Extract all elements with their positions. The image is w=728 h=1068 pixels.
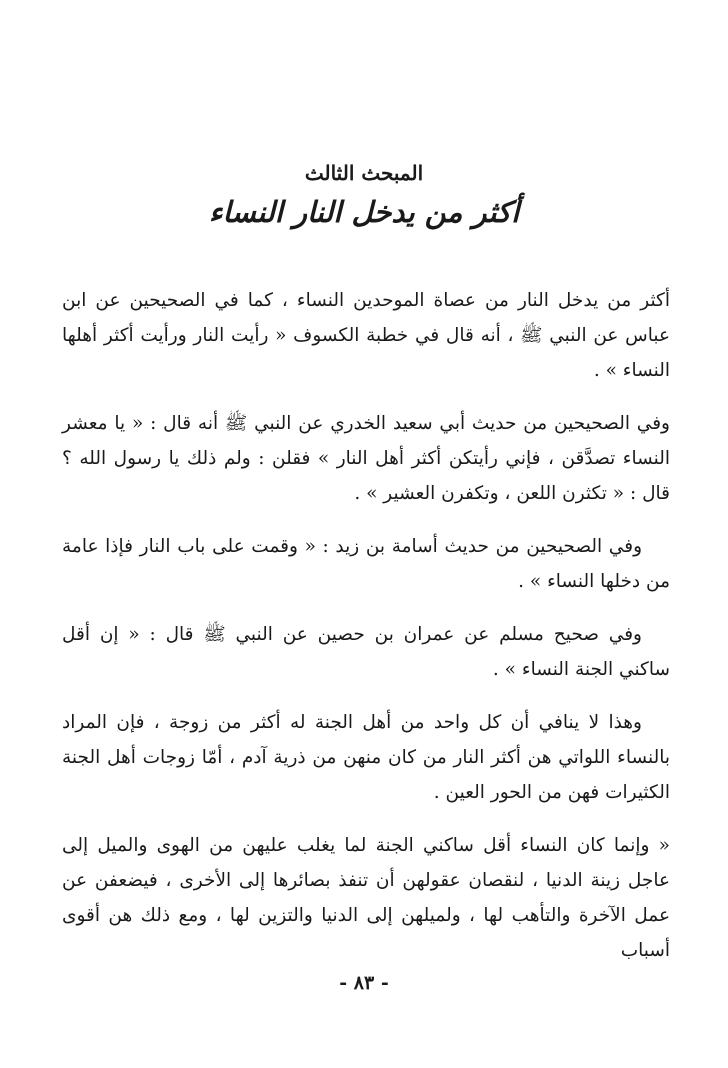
- paragraph-3: وفي الصحيحين من حديث أسامة بن زيد : « وقمت على باب النار فإذا عامة من دخلها النساء » .: [62, 536, 670, 592]
- paragraph-6: « وإنما كان النساء أقل ساكني الجنة لما يغلب عليهن من الهوى والميل إلى عاجل زينة الدنيا ، لنقصان عقولهن أن تنفذ بصائرها إلى الأخرى ، فيضعفن عن عمل الآخرة والتأهب لها ، ولميلهن إلى الدنيا والتزين لها ، ومع ذلك هن أقوى أسباب: [62, 835, 670, 961]
- chapter-label: المبحث الثالث: [304, 161, 424, 185]
- paragraph-4: وفي صحيح مسلم عن عمران بن حصين عن النبي ﷺ قال : « إن أقل ساكني الجنة النساء » .: [62, 624, 670, 680]
- paragraph-2: وفي الصحيحين من حديث أبي سعيد الخدري عن النبي ﷺ أنه قال : « يا معشر النساء تصدَّقن ، فإني رأيتكن أكثر أهل النار » فقلن : ولم ذلك يا رسول الله ؟ قال : « تكثرن اللعن ، وتكفرن العشير » .: [62, 413, 670, 504]
- page-number: - ٨٣ -: [339, 972, 389, 994]
- paragraph-1: أكثر من يدخل النار من عصاة الموحدين النساء ، كما في الصحيحين عن ابن عباس عن النبي ﷺ ، أنه قال في خطبة الكسوف « رأيت النار ورأيت أكثر أهلها النساء » .: [62, 290, 670, 381]
- chapter-header: [0, 158, 728, 234]
- body-text: [62, 283, 670, 986]
- paragraph-5: وهذا لا ينافي أن كل واحد من أهل الجنة له أكثر من زوجة ، فإن المراد بالنساء اللواتي هن أكثر النار من كان منهن من ذرية آدم ، أمّا زوجات أهل الجنة الكثيرات فهن من الحور العين .: [62, 712, 670, 803]
- chapter-title: أكثر من يدخل النار النساء: [208, 195, 520, 229]
